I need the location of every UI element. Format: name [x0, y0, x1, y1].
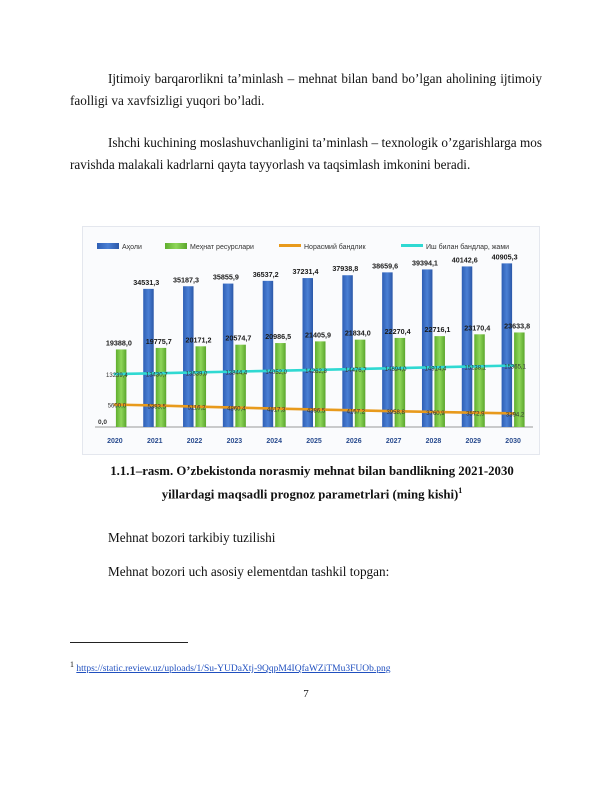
paragraph-ishchi-kuchi: Ishchi kuchining moslashuvchanligini ta’minlash – texnologik o’zgarishlarga mos ravishda malakali kadrlarni qayta tayyorlash va taqsimlash imkonini beradi. — [70, 135, 542, 172]
label-mehnat-2030: 23633,8 — [504, 321, 531, 331]
label-mehnat-2022: 20171,2 — [185, 335, 212, 345]
label-aholi-2027: 38659,6 — [372, 261, 399, 271]
line-norasmiy-label-2021: 5383,5 — [147, 404, 166, 411]
paragraph-ijtimoiy: Ijtimoiy barqarorlikni ta’minlash – mehnat bilan band bo’lgan aholining ijtimoiy faolligi va xavfsizligi yuqori bo’ladi. — [70, 71, 542, 108]
chart-canvas — [83, 227, 539, 454]
label-aholi-2023: 35855,9 — [212, 272, 239, 282]
label-aholi-2030: 40905,3 — [491, 252, 518, 262]
x-tick-2024: 2024 — [266, 438, 282, 445]
x-tick-2022: 2022 — [186, 438, 203, 445]
x-tick-2021: 2021 — [146, 438, 163, 445]
line-ish-bilan-bandlar-label-2025: 14262,8 — [305, 368, 327, 375]
label-aholi-2028: 39394,1 — [411, 258, 438, 268]
footnote-divider — [70, 642, 188, 643]
bar-mehnat-2021 — [156, 348, 167, 427]
legend-swatch-0 — [97, 243, 119, 249]
line-norasmiy-label-2023: 4860,4 — [227, 406, 246, 413]
forecast-chart — [82, 226, 540, 455]
line-ish-bilan-bandlar-label-2029: 15138,1 — [464, 365, 487, 372]
label-aholi-2021: 34531,3 — [133, 277, 160, 287]
bar-aholi-2024 — [263, 281, 274, 427]
bar-aholi-2026 — [342, 275, 353, 427]
bar-aholi-2023 — [223, 284, 234, 427]
x-tick-2020: 2020 — [107, 438, 123, 445]
legend-label-3: Иш билан бандлар, жами — [426, 244, 510, 251]
label-mehnat-2020: 19388,0 — [105, 338, 132, 348]
label-aholi-2024: 36537,2 — [252, 269, 279, 279]
caption-text: 1.1.1–rasm. O’zbekistonda norasmiy mehnat bilan bandlikning 2021-2030 yillardagi maqsadli prognoz parametrlari (ming kishi) — [110, 464, 514, 502]
label-mehnat-2027: 22270,4 — [384, 326, 411, 336]
x-tick-2026: 2026 — [346, 438, 362, 445]
bar-mehnat-2022 — [196, 346, 207, 427]
line-norasmiy-label-2024: 4617,3 — [267, 407, 286, 414]
x-tick-2027: 2027 — [385, 438, 402, 445]
line-norasmiy-label-2027: 3958,8 — [386, 410, 405, 417]
x-tick-2029: 2029 — [465, 438, 482, 445]
line-ish-bilan-bandlar-label-2021: 13430,7 — [145, 372, 168, 379]
footnote-mark: 1 — [70, 660, 74, 669]
label-aholi-2025: 37231,4 — [292, 267, 319, 277]
footnote-link[interactable]: https://static.review.uz/uploads/1/Su-YUDaXtj-9QqpM4IQfaWZiTMu3FUOb.png — [76, 664, 391, 675]
legend-label-0: Аҳоли — [122, 244, 142, 251]
line-ish-bilan-bandlar-label-2028: 14914,4 — [424, 366, 447, 373]
footnote — [70, 660, 391, 674]
figure-caption — [92, 461, 532, 504]
text-mehnat-bozori-elements: Mehnat bozori uch asosiy elementdan tashkil topgan: — [108, 564, 390, 579]
label-mehnat-2029: 23170,4 — [464, 323, 491, 333]
legend-swatch-1 — [165, 243, 187, 249]
label-mehnat-2023: 20574,7 — [225, 333, 252, 343]
bar-aholi-2025 — [303, 278, 314, 427]
y-zero-label: 0,0 — [98, 419, 108, 426]
label-mehnat-2025: 21405,9 — [305, 330, 331, 340]
label-mehnat-2024: 20986,5 — [265, 332, 292, 342]
line-ish-bilan-bandlar-label-2030: 15365,1 — [504, 364, 526, 371]
bar-aholi-2028 — [422, 269, 433, 427]
label-mehnat-2021: 19775,7 — [145, 336, 172, 346]
line-ish-bilan-bandlar-label-2024: 14052,0 — [265, 369, 288, 376]
line-norasmiy-label-2022: 5116,2 — [187, 405, 206, 412]
line-norasmiy-label-2029: 3572,9 — [466, 411, 485, 418]
line-ish-bilan-bandlar-label-2026: 14476,7 — [344, 368, 367, 375]
bar-mehnat-2024 — [275, 343, 286, 427]
caption-footnote-mark: 1 — [458, 486, 463, 495]
line-norasmiy-label-2026: 4167,2 — [346, 409, 365, 416]
line-norasmiy-label-2020: 5600,0 — [107, 403, 127, 410]
page-number: 7 — [303, 688, 309, 700]
bar-mehnat-2020 — [116, 349, 127, 427]
label-aholi-2029: 40142,6 — [451, 255, 478, 265]
label-aholi-2026: 37938,8 — [332, 264, 359, 274]
label-mehnat-2026: 21834,0 — [344, 328, 371, 338]
line-ish-bilan-bandlar-label-2027: 14694,0 — [384, 367, 407, 374]
heading-mehnat-bozori: Mehnat bozori tarkibiy tuzilishi — [108, 530, 276, 545]
bar-aholi-2027 — [382, 272, 393, 427]
x-tick-2023: 2023 — [226, 438, 243, 445]
x-tick-2030: 2030 — [505, 438, 521, 445]
legend-swatch-2 — [279, 244, 301, 247]
label-mehnat-2028: 22716,1 — [424, 325, 451, 335]
x-tick-2028: 2028 — [425, 438, 442, 445]
legend-swatch-3 — [401, 244, 423, 247]
line-ish-bilan-bandlar-label-2022: 13639,0 — [185, 371, 208, 378]
line-norasmiy-label-2030: 3394,2 — [505, 412, 525, 419]
line-ish-bilan-bandlar-label-2020: 13239,4 — [106, 373, 128, 380]
label-aholi-2022: 35187,3 — [173, 275, 200, 285]
line-norasmiy-label-2028: 3760,9 — [426, 410, 445, 417]
legend-label-2: Норасмий бандлик — [304, 244, 366, 251]
line-norasmiy-label-2025: 4386,5 — [306, 408, 326, 415]
bar-mehnat-2023 — [235, 345, 246, 427]
bar-aholi-2029 — [462, 266, 473, 427]
line-ish-bilan-bandlar-label-2023: 13844,4 — [225, 370, 248, 377]
legend-label-1: Меҳнат ресурслари — [190, 244, 254, 251]
x-tick-2025: 2025 — [306, 438, 322, 445]
bar-aholi-2030 — [502, 263, 513, 427]
